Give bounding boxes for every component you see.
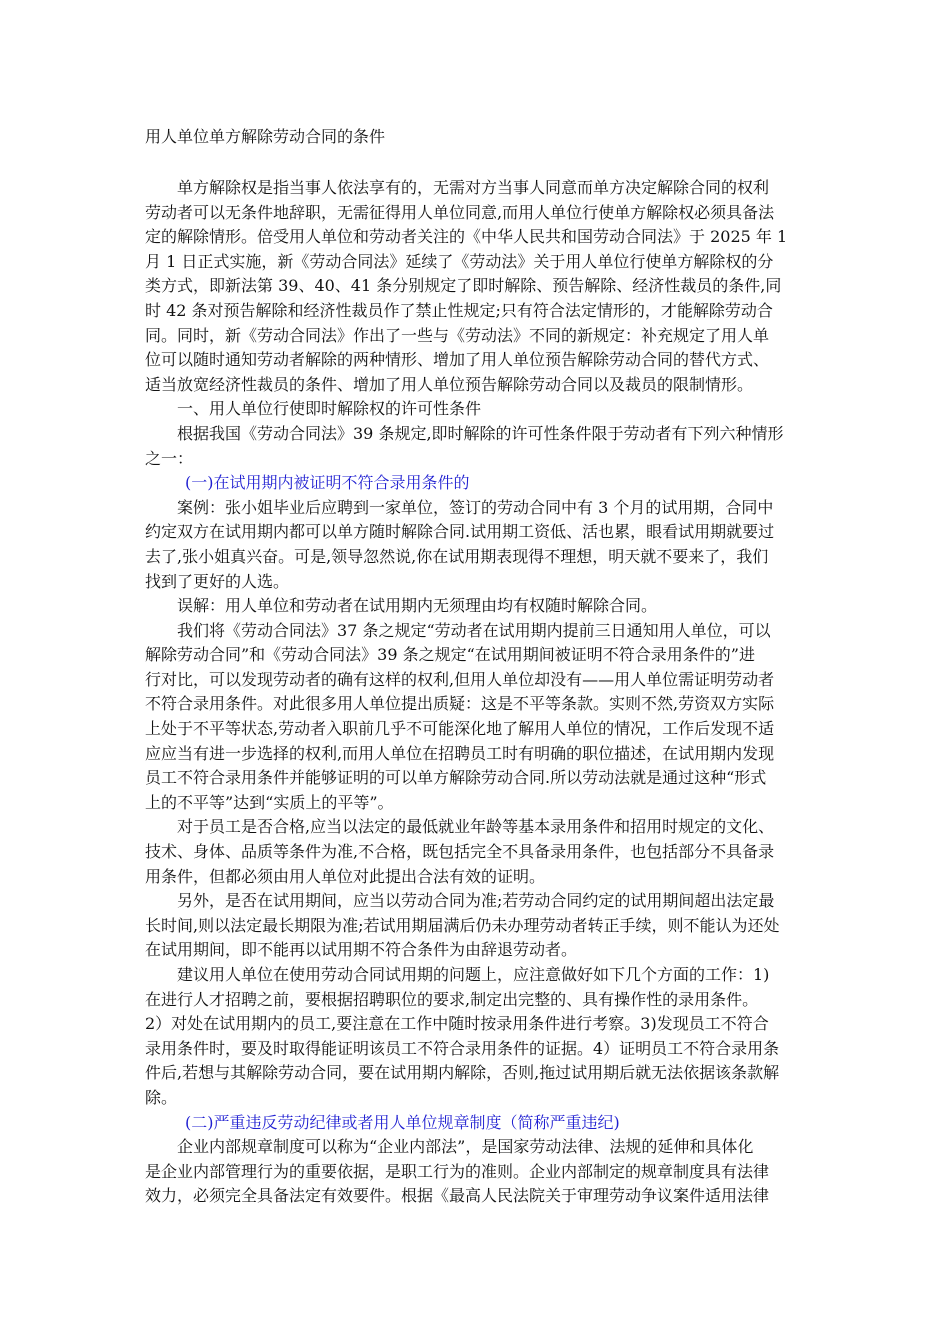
paragraph-intro: 单方解除权是指当事人依法享有的，无需对方当事人同意而单方决定解除合同的权利 劳动者可以无条件地辞职，无需征得用人单位同意,而用人单位行使单方解除权必须具备法 定的解除情形。倍受用人单位和劳动者关注的《中华人民共和国劳动合同法》于 2025 年 1 月 1 日正式实施，新《劳动合同法》延续了《劳动法》关于用人单位行使单方解除权的分 类方式，即新法第 39、40、41 条分别规定了即时解除、预告解除、经济性裁员的条件,同 时 42 条对预告解除和经济性裁员作了禁止性规定;只有符合法定情形的，才能解除劳动合 同。同时，新《劳动合同法》作出了一些与《劳动法》不同的新规定：补充规定了用人单 位可以随时通知劳动者解除的两种情形、增加了用人单位预告解除劳动合同的替代方式、 适当放宽经济性裁员的条件、增加了用人单位预告解除劳动合同以及裁员的限制情形。 (145, 178, 788, 394)
paragraph-misunderstanding: 误解：用人单位和劳动者在试用期内无须理由均有权随时解除合同。 (145, 596, 658, 616)
document-title: 用人单位单方解除劳动合同的条件 (145, 127, 386, 146)
paragraph-probation-period: 另外，是否在试用期间，应当以劳动合同为准;若劳动合同约定的试用期间超出法定最 长时间,则以法定最长期限为准;若试用期届满后仍未办理劳动者转正手续，则不能认为还处 在试用期间，即不能再以试用期不符合条件为由辞退劳动者。 (145, 891, 780, 960)
paragraph-suggestions: 建议用人单位在使用劳动合同试用期的问题上，应注意做好如下几个方面的工作：1) 在进行人才招聘之前，要根据招聘职位的要求,制定出完整的、具有操作性的录用条件。 2）对处在试用期内的员工,要注意在工作中随时按录用条件进行考察。3)发现员工不符合 录用条件时，要及时取得能证明该员工不符合录用条件的证据。4）证明员工不符合录用条 件后,若想与其解除劳动合同，要在试用期内解除，否则,拖过试用期后就无法依据该条款解 除。 (145, 965, 780, 1107)
paragraph-qualification: 对于员工是否合格,应当以法定的最低就业年龄等基本录用条件和招用时规定的文化、 技术、身体、品质等条件为准,不合格，既包括完全不具备录用条件，也包括部分不具备录 用条件，但都必须由用人单位对此提出合法有效的证明。 (145, 817, 775, 886)
subheading-probation: (一)在试用期内被证明不符合录用条件的 (185, 473, 470, 493)
paragraph-article-39: 根据我国《劳动合同法》39 条规定,即时解除的许可性条件限于劳动者有下列六种情形 之一： (145, 423, 784, 468)
paragraph-comparison: 我们将《劳动合同法》37 条之规定“劳动者在试用期内提前三日通知用人单位，可以 解除劳动合同”和《劳动合同法》39 条之规定“在试用期间被证明不符合录用条件的”进 行对比，可以发现劳动者的确有这样的权利,但用人单位却没有——用人单位需证明劳动者 不符合录用条件。对此很多用人单位提出质疑：这是不平等条款。实则不然,劳资双方实际 上处于不平等状态,劳动者入职前几乎不可能深化地了解用人单位的情况，工作后发现不适 应应当有进一步选择的权利,而用人单位在招聘员工时有明确的职位描述，在试用期内发现 员工不符合录用条件并能够证明的可以单方解除劳动合同.所以劳动法就是通过这种“形式 上的不平等”达到“实质上的平等”。 (145, 620, 775, 812)
paragraph-case: 案例：张小姐毕业后应聘到一家单位，签订的劳动合同中有 3 个月的试用期，合同中 约定双方在试用期内都可以单方随时解除合同.试用期工资低、活也累，眼看试用期就要过 去了,张小姐真兴奋。可是,领导忽然说,你在试用期表现得不理想，明天就不要来了，我们 找到了更好的人选。 (145, 497, 775, 591)
subheading-discipline: (二)严重违反劳动纪律或者用人单位规章制度（简称严重违纪) (185, 1112, 620, 1132)
paragraph-rules: 企业内部规章制度可以称为“企业内部法”，是国家劳动法律、法规的延伸和具体化 是企业内部管理行为的重要依据，是职工行为的准则。企业内部制定的规章制度具有法律 效力，必须完全具备法定有效要件。根据《最高人民法院关于审理劳动争议案件适用法律 (145, 1137, 770, 1206)
section-heading-one: 一、用人单位行使即时解除权的许可性条件 (145, 399, 482, 419)
document-body (145, 176, 810, 1209)
